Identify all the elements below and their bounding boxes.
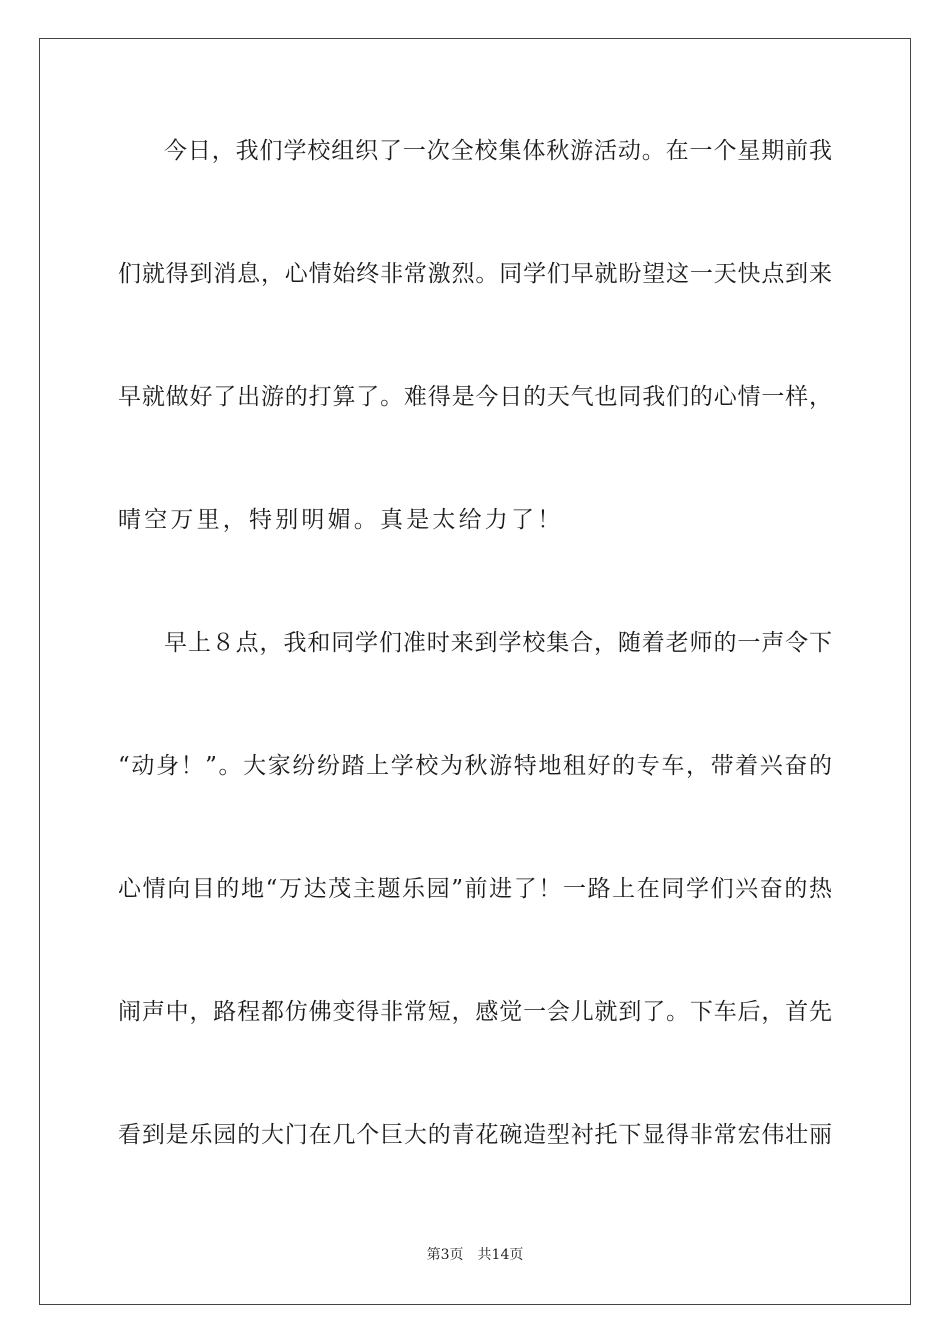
body-line-3: 早就做好了出游的打算了。难得是今日的天气也同我们的心情一样， (118, 384, 832, 410)
body-line-1: 今日，我们学校组织了一次全校集体秋游活动。在一个星期前我 (164, 138, 832, 164)
page-footer (0, 1246, 950, 1264)
body-line-4: 晴空万里，特别明媚。真是太给力了！ (118, 507, 564, 533)
body-line-5: 早上８点，我和同学们准时来到学校集合，随着老师的一声令下 (164, 630, 832, 656)
current-page-label: 第3页 (426, 1247, 464, 1263)
body-line-9: 看到是乐园的大门在几个巨大的青花碗造型衬托下显得非常宏伟壮丽 (118, 1122, 832, 1148)
body-line-7: 心情向目的地“万达茂主题乐园”前进了！一路上在同学们兴奋的热 (118, 876, 832, 902)
page-border (39, 38, 911, 1305)
total-pages-label: 共14页 (477, 1247, 524, 1263)
body-line-8: 闹声中，路程都仿佛变得非常短，感觉一会儿就到了。下车后，首先 (118, 999, 832, 1025)
body-line-2: 们就得到消息，心情始终非常激烈。同学们早就盼望这一天快点到来 (118, 261, 832, 287)
body-line-6: “动身！”。大家纷纷踏上学校为秋游特地租好的专车，带着兴奋的 (118, 753, 832, 779)
